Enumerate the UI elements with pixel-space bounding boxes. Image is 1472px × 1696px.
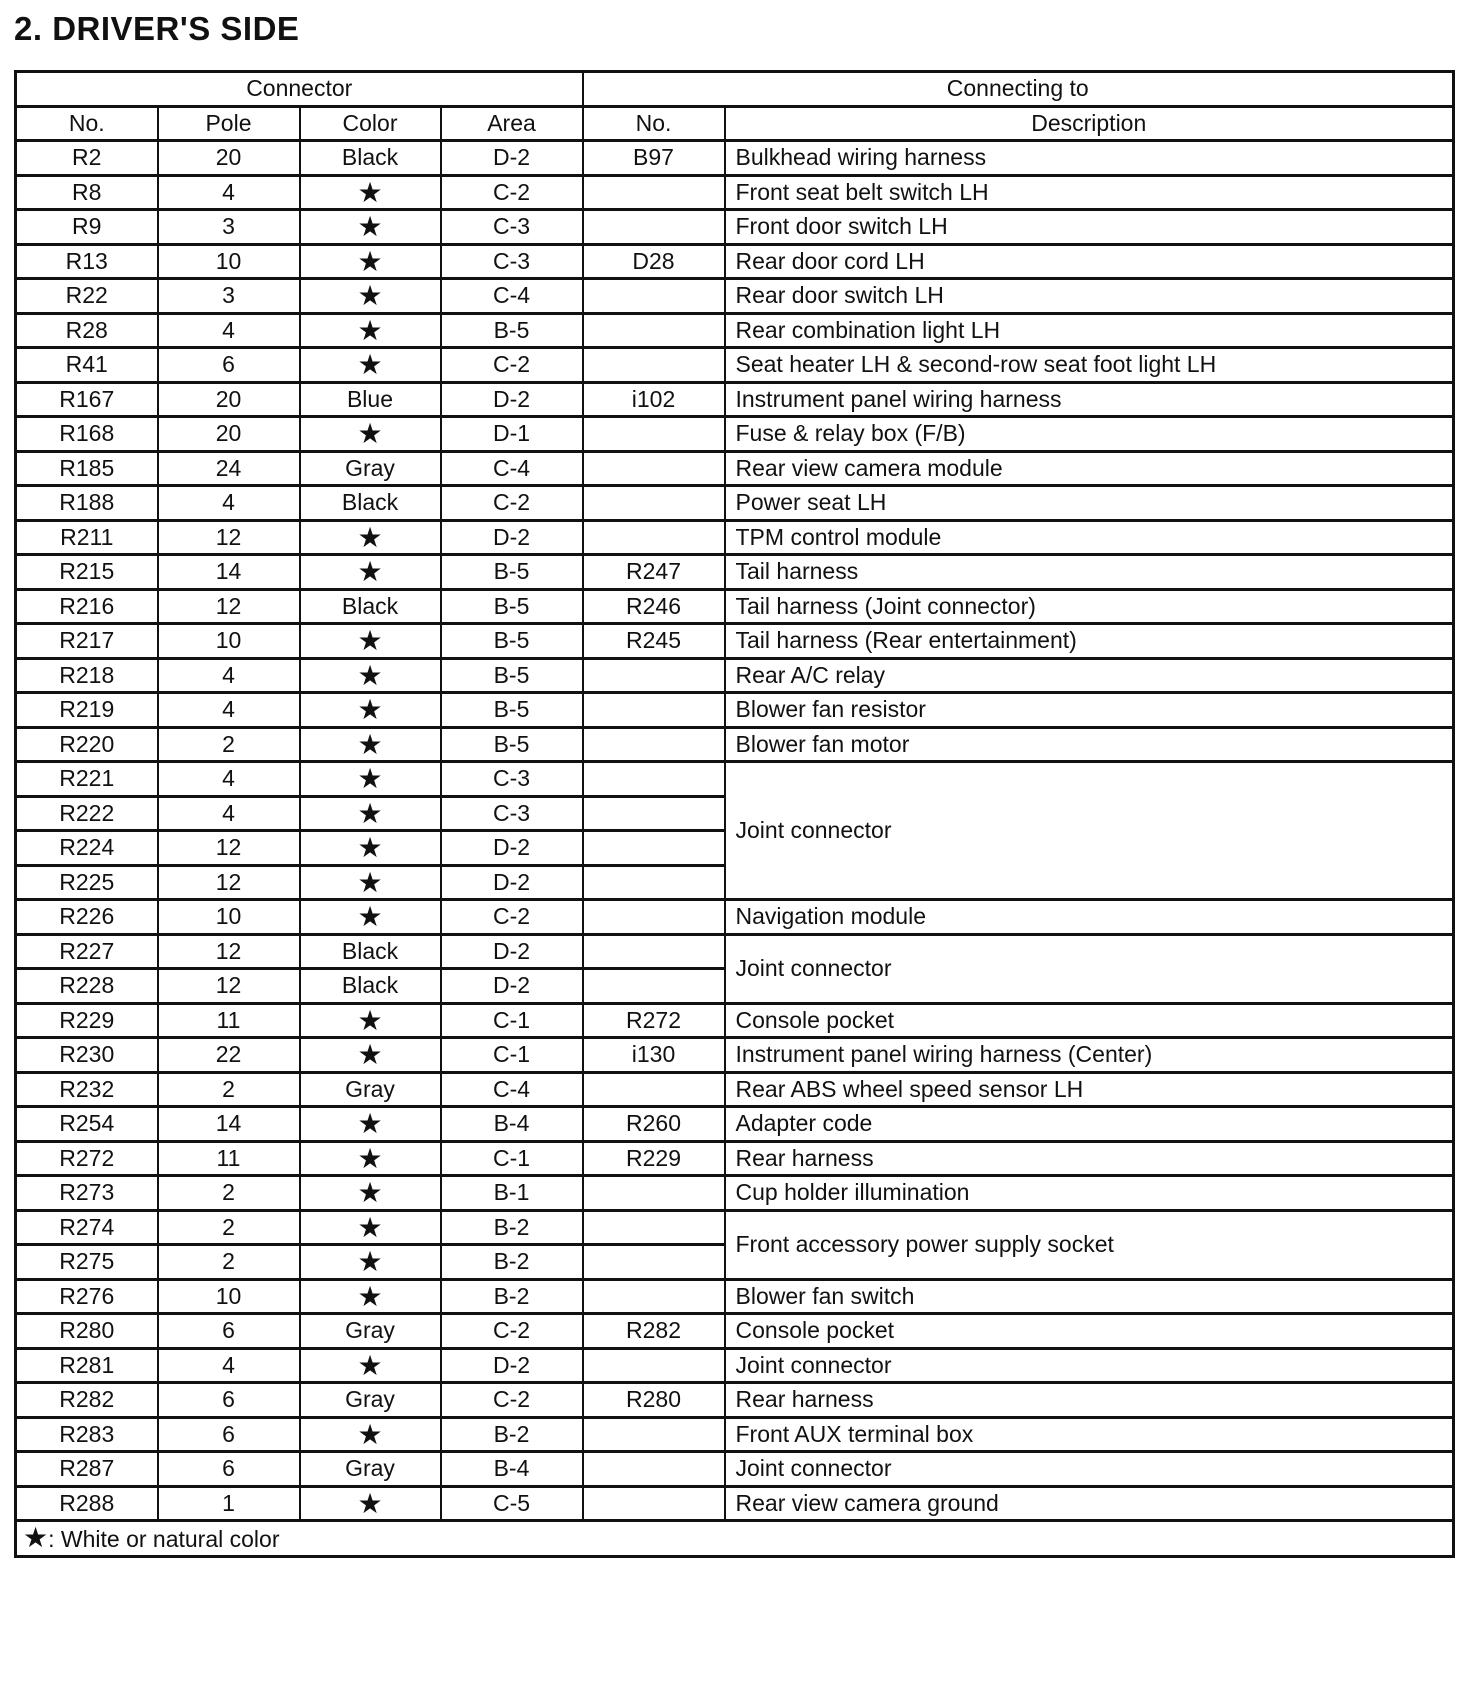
description-cell: Rear harness	[725, 1141, 1454, 1176]
star-icon: ★	[300, 1245, 441, 1280]
col-header-color: Color	[300, 106, 441, 141]
table-row	[16, 1486, 1454, 1521]
connector-no-cell: R219	[16, 693, 158, 728]
area-cell: B-2	[441, 1417, 583, 1452]
color-cell: Black	[300, 486, 441, 521]
area-cell: C-3	[441, 244, 583, 279]
description-cell: Rear view camera ground	[725, 1486, 1454, 1521]
area-cell: C-5	[441, 1486, 583, 1521]
connecting-no-cell: R282	[583, 1314, 725, 1349]
connecting-no-cell: R280	[583, 1383, 725, 1418]
connecting-no-cell	[583, 1210, 725, 1245]
area-cell: B-2	[441, 1245, 583, 1280]
connector-no-cell: R28	[16, 313, 158, 348]
connecting-no-cell: R246	[583, 589, 725, 624]
description-cell: Rear door switch LH	[725, 279, 1454, 314]
connecting-no-cell: i130	[583, 1038, 725, 1073]
col-header-connecting-no: No.	[583, 106, 725, 141]
star-icon: ★	[300, 555, 441, 590]
area-cell: D-2	[441, 382, 583, 417]
pole-cell: 2	[158, 727, 300, 762]
pole-cell: 6	[158, 348, 300, 383]
table-row	[16, 313, 1454, 348]
description-cell: Bulkhead wiring harness	[725, 141, 1454, 176]
pole-cell: 6	[158, 1417, 300, 1452]
table-row	[16, 624, 1454, 659]
description-cell: Navigation module	[725, 900, 1454, 935]
table-row	[16, 175, 1454, 210]
pole-cell: 14	[158, 1107, 300, 1142]
description-cell: Blower fan motor	[725, 727, 1454, 762]
connector-no-cell: R287	[16, 1452, 158, 1487]
area-cell: C-4	[441, 451, 583, 486]
description-cell: Adapter code	[725, 1107, 1454, 1142]
connector-no-cell: R9	[16, 210, 158, 245]
pole-cell: 10	[158, 1279, 300, 1314]
area-cell: C-2	[441, 175, 583, 210]
color-cell: Black	[300, 589, 441, 624]
connector-no-cell: R274	[16, 1210, 158, 1245]
area-cell: C-1	[441, 1038, 583, 1073]
connecting-no-cell	[583, 175, 725, 210]
connecting-no-cell	[583, 348, 725, 383]
star-icon: ★	[300, 693, 441, 728]
pole-cell: 3	[158, 279, 300, 314]
area-cell: C-3	[441, 762, 583, 797]
description-cell: Power seat LH	[725, 486, 1454, 521]
area-cell: C-2	[441, 900, 583, 935]
table-row	[16, 417, 1454, 452]
connector-no-cell: R222	[16, 796, 158, 831]
pole-cell: 6	[158, 1452, 300, 1487]
pole-cell: 3	[158, 210, 300, 245]
pole-cell: 4	[158, 658, 300, 693]
footnote-row	[16, 1521, 1454, 1557]
pole-cell: 4	[158, 313, 300, 348]
table-row	[16, 1176, 1454, 1211]
connecting-no-cell	[583, 658, 725, 693]
connector-no-cell: R276	[16, 1279, 158, 1314]
connecting-no-cell: R245	[583, 624, 725, 659]
area-cell: C-1	[441, 1141, 583, 1176]
connector-no-cell: R226	[16, 900, 158, 935]
pole-cell: 20	[158, 382, 300, 417]
connector-no-cell: R280	[16, 1314, 158, 1349]
description-cell: Instrument panel wiring harness	[725, 382, 1454, 417]
star-icon: ★	[300, 900, 441, 935]
description-cell: Front accessory power supply socket	[725, 1210, 1454, 1279]
table-row	[16, 934, 1454, 969]
connecting-no-cell	[583, 693, 725, 728]
color-cell: Gray	[300, 1452, 441, 1487]
connecting-no-cell: D28	[583, 244, 725, 279]
connector-no-cell: R224	[16, 831, 158, 866]
description-cell: Console pocket	[725, 1003, 1454, 1038]
connector-no-cell: R273	[16, 1176, 158, 1211]
pole-cell: 11	[158, 1141, 300, 1176]
description-cell: Front door switch LH	[725, 210, 1454, 245]
table-row	[16, 658, 1454, 693]
table-row	[16, 382, 1454, 417]
description-cell: Rear door cord LH	[725, 244, 1454, 279]
connector-table	[14, 70, 1455, 1558]
col-header-area: Area	[441, 106, 583, 141]
connector-no-cell: R216	[16, 589, 158, 624]
description-cell: Rear harness	[725, 1383, 1454, 1418]
pole-cell: 1	[158, 1486, 300, 1521]
area-cell: D-2	[441, 934, 583, 969]
color-cell: Gray	[300, 1314, 441, 1349]
connecting-no-cell	[583, 865, 725, 900]
pole-cell: 2	[158, 1210, 300, 1245]
area-cell: B-5	[441, 624, 583, 659]
pole-cell: 10	[158, 244, 300, 279]
connector-no-cell: R185	[16, 451, 158, 486]
area-cell: D-1	[441, 417, 583, 452]
area-cell: D-2	[441, 141, 583, 176]
table-row	[16, 1038, 1454, 1073]
star-icon: ★	[300, 1038, 441, 1073]
star-icon: ★	[300, 417, 441, 452]
connector-no-cell: R13	[16, 244, 158, 279]
star-icon: ★	[300, 1279, 441, 1314]
table-row	[16, 1383, 1454, 1418]
connector-no-cell: R282	[16, 1383, 158, 1418]
area-cell: C-3	[441, 796, 583, 831]
area-cell: C-3	[441, 210, 583, 245]
table-row	[16, 555, 1454, 590]
description-cell: Seat heater LH & second-row seat foot light LH	[725, 348, 1454, 383]
pole-cell: 4	[158, 762, 300, 797]
description-cell: Joint connector	[725, 934, 1454, 1003]
connector-no-cell: R229	[16, 1003, 158, 1038]
color-cell: Black	[300, 934, 441, 969]
pole-cell: 12	[158, 589, 300, 624]
connector-no-cell: R281	[16, 1348, 158, 1383]
pole-cell: 10	[158, 900, 300, 935]
star-icon: ★	[300, 796, 441, 831]
area-cell: B-1	[441, 1176, 583, 1211]
table-row	[16, 693, 1454, 728]
pole-cell: 22	[158, 1038, 300, 1073]
connector-no-cell: R188	[16, 486, 158, 521]
area-cell: C-4	[441, 279, 583, 314]
description-cell: Joint connector	[725, 1452, 1454, 1487]
description-cell: Console pocket	[725, 1314, 1454, 1349]
area-cell: B-5	[441, 313, 583, 348]
connecting-no-cell	[583, 934, 725, 969]
table-row	[16, 727, 1454, 762]
description-cell: Rear combination light LH	[725, 313, 1454, 348]
star-icon: ★	[300, 831, 441, 866]
pole-cell: 24	[158, 451, 300, 486]
connecting-no-cell	[583, 210, 725, 245]
connector-no-cell: R225	[16, 865, 158, 900]
star-icon: ★	[300, 762, 441, 797]
star-icon: ★	[300, 175, 441, 210]
connecting-no-cell	[583, 796, 725, 831]
pole-cell: 2	[158, 1176, 300, 1211]
area-cell: D-2	[441, 969, 583, 1004]
area-cell: D-2	[441, 520, 583, 555]
connecting-no-cell: R260	[583, 1107, 725, 1142]
area-cell: B-5	[441, 555, 583, 590]
connector-no-cell: R211	[16, 520, 158, 555]
group-header-row	[16, 72, 1454, 107]
connecting-no-cell: B97	[583, 141, 725, 176]
table-row	[16, 210, 1454, 245]
color-cell: Black	[300, 969, 441, 1004]
connector-no-cell: R275	[16, 1245, 158, 1280]
description-cell: Instrument panel wiring harness (Center)	[725, 1038, 1454, 1073]
connector-no-cell: R2	[16, 141, 158, 176]
table-row	[16, 1107, 1454, 1142]
connecting-no-cell	[583, 1279, 725, 1314]
pole-cell: 4	[158, 1348, 300, 1383]
connector-no-cell: R230	[16, 1038, 158, 1073]
pole-cell: 4	[158, 796, 300, 831]
description-cell: Joint connector	[725, 762, 1454, 900]
connector-no-cell: R288	[16, 1486, 158, 1521]
connecting-no-cell	[583, 1486, 725, 1521]
pole-cell: 12	[158, 831, 300, 866]
connecting-no-cell: i102	[583, 382, 725, 417]
description-cell: Rear A/C relay	[725, 658, 1454, 693]
table-row	[16, 1003, 1454, 1038]
table-body	[16, 141, 1454, 1521]
star-icon: ★	[300, 244, 441, 279]
connector-no-cell: R283	[16, 1417, 158, 1452]
connecting-no-cell	[583, 969, 725, 1004]
connecting-no-cell: R272	[583, 1003, 725, 1038]
connector-no-cell: R254	[16, 1107, 158, 1142]
connecting-no-cell	[583, 451, 725, 486]
star-icon: ★	[300, 1107, 441, 1142]
table-row	[16, 244, 1454, 279]
description-cell: Fuse & relay box (F/B)	[725, 417, 1454, 452]
description-cell: Rear ABS wheel speed sensor LH	[725, 1072, 1454, 1107]
description-cell: Blower fan resistor	[725, 693, 1454, 728]
star-icon: ★	[300, 313, 441, 348]
connector-no-cell: R22	[16, 279, 158, 314]
pole-cell: 12	[158, 865, 300, 900]
col-header-description: Description	[725, 106, 1454, 141]
star-icon: ★	[300, 727, 441, 762]
connector-no-cell: R217	[16, 624, 158, 659]
star-icon: ★	[300, 1486, 441, 1521]
description-cell: Tail harness	[725, 555, 1454, 590]
description-cell: Cup holder illumination	[725, 1176, 1454, 1211]
connecting-no-cell: R247	[583, 555, 725, 590]
connector-no-cell: R220	[16, 727, 158, 762]
connecting-no-cell	[583, 831, 725, 866]
col-header-pole: Pole	[158, 106, 300, 141]
star-icon: ★	[300, 624, 441, 659]
connecting-no-cell	[583, 762, 725, 797]
connector-no-cell: R215	[16, 555, 158, 590]
connecting-no-cell	[583, 417, 725, 452]
pole-cell: 2	[158, 1072, 300, 1107]
table-row	[16, 1072, 1454, 1107]
area-cell: C-4	[441, 1072, 583, 1107]
connector-no-cell: R272	[16, 1141, 158, 1176]
pole-cell: 20	[158, 141, 300, 176]
star-icon: ★	[300, 865, 441, 900]
pole-cell: 12	[158, 934, 300, 969]
connecting-no-cell	[583, 1245, 725, 1280]
area-cell: B-5	[441, 693, 583, 728]
description-cell: Blower fan switch	[725, 1279, 1454, 1314]
area-cell: C-2	[441, 1383, 583, 1418]
section-title: 2. DRIVER'S SIDE	[14, 10, 300, 47]
star-icon: ★	[300, 520, 441, 555]
pole-cell: 4	[158, 486, 300, 521]
pole-cell: 4	[158, 175, 300, 210]
area-cell: B-5	[441, 727, 583, 762]
table-row	[16, 1452, 1454, 1487]
description-cell: Tail harness (Joint connector)	[725, 589, 1454, 624]
connector-no-cell: R218	[16, 658, 158, 693]
color-cell: Gray	[300, 451, 441, 486]
table-row	[16, 762, 1454, 797]
connecting-no-cell	[583, 520, 725, 555]
connecting-no-cell	[583, 727, 725, 762]
connecting-no-cell	[583, 1072, 725, 1107]
connector-no-cell: R8	[16, 175, 158, 210]
table-row	[16, 900, 1454, 935]
star-icon: ★	[300, 1003, 441, 1038]
column-header-row	[16, 106, 1454, 141]
pole-cell: 6	[158, 1314, 300, 1349]
description-cell: Tail harness (Rear entertainment)	[725, 624, 1454, 659]
pole-cell: 6	[158, 1383, 300, 1418]
col-header-no: No.	[16, 106, 158, 141]
connector-no-cell: R227	[16, 934, 158, 969]
description-cell: Joint connector	[725, 1348, 1454, 1383]
star-icon: ★	[300, 658, 441, 693]
connector-no-cell: R41	[16, 348, 158, 383]
pole-cell: 11	[158, 1003, 300, 1038]
area-cell: B-4	[441, 1452, 583, 1487]
connecting-no-cell: R229	[583, 1141, 725, 1176]
color-cell: Gray	[300, 1072, 441, 1107]
area-cell: C-2	[441, 486, 583, 521]
connecting-no-cell	[583, 486, 725, 521]
connecting-no-cell	[583, 1452, 725, 1487]
connector-no-cell: R168	[16, 417, 158, 452]
description-cell: TPM control module	[725, 520, 1454, 555]
star-icon: ★	[23, 1522, 49, 1553]
connector-no-cell: R228	[16, 969, 158, 1004]
connecting-no-cell	[583, 1348, 725, 1383]
area-cell: B-2	[441, 1279, 583, 1314]
pole-cell: 12	[158, 520, 300, 555]
footnote	[16, 1521, 1454, 1557]
connector-no-cell: R167	[16, 382, 158, 417]
area-cell: B-5	[441, 658, 583, 693]
table-row	[16, 486, 1454, 521]
area-cell: C-2	[441, 1314, 583, 1349]
table-row	[16, 279, 1454, 314]
connector-no-cell: R221	[16, 762, 158, 797]
area-cell: D-2	[441, 1348, 583, 1383]
connector-group-header: Connector	[16, 72, 583, 107]
description-cell: Front seat belt switch LH	[725, 175, 1454, 210]
color-cell: Black	[300, 141, 441, 176]
area-cell: D-2	[441, 831, 583, 866]
table-row	[16, 1279, 1454, 1314]
star-icon: ★	[300, 210, 441, 245]
star-icon: ★	[300, 1176, 441, 1211]
footnote-text: : White or natural color	[48, 1526, 280, 1552]
star-icon: ★	[300, 279, 441, 314]
connecting-no-cell	[583, 279, 725, 314]
table-row	[16, 1417, 1454, 1452]
pole-cell: 14	[158, 555, 300, 590]
description-cell: Rear view camera module	[725, 451, 1454, 486]
star-icon: ★	[300, 1348, 441, 1383]
star-icon: ★	[300, 1417, 441, 1452]
pole-cell: 4	[158, 693, 300, 728]
table-row	[16, 1314, 1454, 1349]
table-row	[16, 520, 1454, 555]
table-row	[16, 1141, 1454, 1176]
area-cell: C-2	[441, 348, 583, 383]
area-cell: B-4	[441, 1107, 583, 1142]
table-row	[16, 348, 1454, 383]
area-cell: D-2	[441, 865, 583, 900]
description-cell: Front AUX terminal box	[725, 1417, 1454, 1452]
connecting-no-cell	[583, 313, 725, 348]
star-icon: ★	[300, 1141, 441, 1176]
area-cell: B-2	[441, 1210, 583, 1245]
pole-cell: 10	[158, 624, 300, 659]
connecting-no-cell	[583, 1176, 725, 1211]
color-cell: Gray	[300, 1383, 441, 1418]
connector-no-cell: R232	[16, 1072, 158, 1107]
connecting-no-cell	[583, 900, 725, 935]
area-cell: C-1	[441, 1003, 583, 1038]
table-row	[16, 451, 1454, 486]
table-row	[16, 141, 1454, 176]
star-icon: ★	[300, 1210, 441, 1245]
connecting-no-cell	[583, 1417, 725, 1452]
pole-cell: 2	[158, 1245, 300, 1280]
star-icon: ★	[300, 348, 441, 383]
color-cell: Blue	[300, 382, 441, 417]
connecting-to-group-header: Connecting to	[583, 72, 1454, 107]
pole-cell: 12	[158, 969, 300, 1004]
table-row	[16, 1348, 1454, 1383]
area-cell: B-5	[441, 589, 583, 624]
table-row	[16, 1210, 1454, 1245]
pole-cell: 20	[158, 417, 300, 452]
table-row	[16, 589, 1454, 624]
